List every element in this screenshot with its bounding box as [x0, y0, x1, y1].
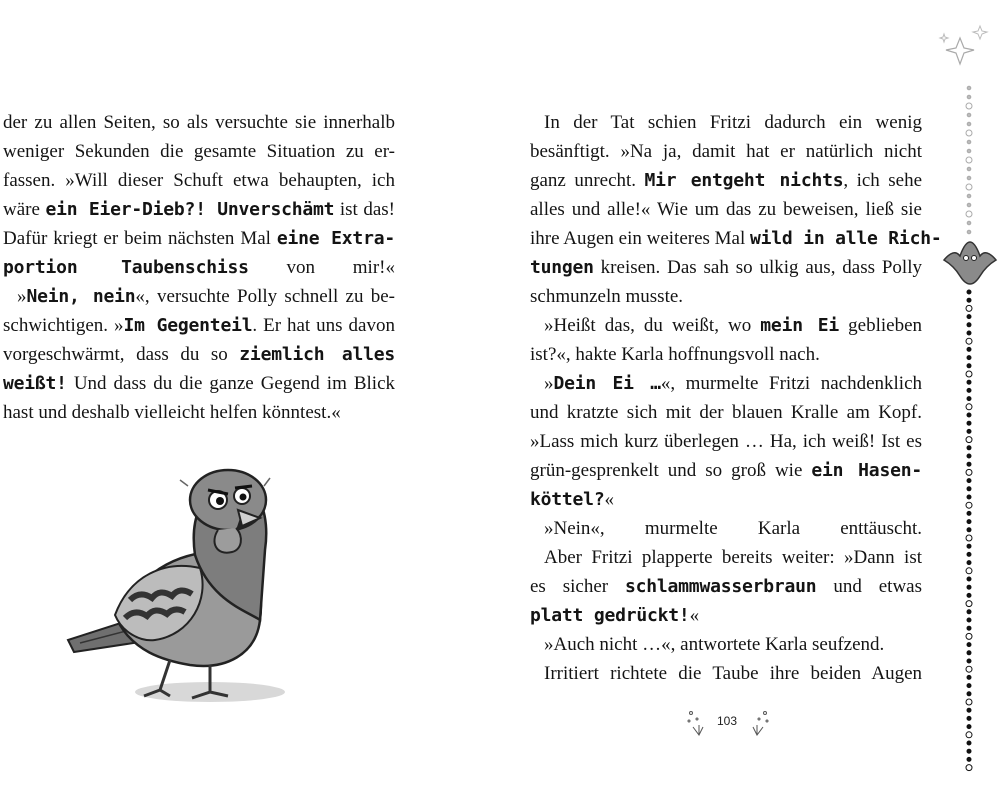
bead	[967, 618, 971, 622]
text-line	[530, 137, 922, 166]
bead	[966, 371, 972, 377]
bead	[967, 725, 971, 729]
text-run: und kratzte sich mit der blauen Kralle am Kopf.	[530, 402, 922, 423]
text-line	[3, 369, 395, 398]
bead	[967, 149, 971, 153]
text-run: geblieben	[839, 315, 922, 336]
emphasized-text: tungen	[530, 257, 594, 278]
bead	[967, 462, 971, 466]
text-run: »	[17, 286, 27, 307]
bat-eye	[972, 256, 977, 261]
text-line	[3, 166, 395, 195]
text-line	[530, 514, 922, 543]
bead	[967, 446, 971, 450]
text-run: und etwas	[816, 576, 922, 597]
bead	[967, 593, 971, 597]
bead	[967, 692, 971, 696]
text-run: wäre	[3, 199, 46, 220]
bead	[966, 103, 972, 109]
bead	[967, 585, 971, 589]
text-line	[530, 195, 922, 224]
bead	[966, 601, 972, 607]
text-line	[3, 137, 395, 166]
text-line	[530, 253, 922, 282]
bead	[967, 290, 971, 294]
bead	[966, 535, 972, 541]
text-line	[530, 601, 922, 630]
emphasized-text: eine Extra-	[276, 228, 395, 249]
bead	[967, 356, 971, 360]
text-line	[530, 108, 922, 137]
bead	[967, 176, 971, 180]
bead	[967, 479, 971, 483]
bead	[967, 552, 971, 556]
bead	[967, 528, 971, 532]
bead	[967, 741, 971, 745]
bead	[966, 469, 972, 475]
text-run: vorgeschwärmt, dass du so	[3, 344, 240, 365]
bead	[967, 716, 971, 720]
text-run: alles und alle!« Wie um das zu beweisen, ließ sie	[530, 199, 922, 220]
text-run: hast und deshalb vielleicht helfen könntest.«	[3, 402, 341, 423]
emphasized-text: Im Gegenteil	[123, 315, 253, 336]
emphasized-text: ein Eier-Dieb?! Unverschämt	[45, 199, 335, 220]
left-text-column	[3, 108, 395, 427]
bead	[967, 298, 971, 302]
bead	[967, 95, 971, 99]
bead	[966, 130, 972, 136]
text-run: es sicher	[530, 576, 625, 597]
bead	[967, 413, 971, 417]
text-run: fassen. »Will dieser Schuft etwa behaupten, ich	[3, 170, 395, 191]
emphasized-text: wild in alle Rich-	[750, 228, 942, 249]
bead	[966, 765, 972, 771]
star-icon	[973, 26, 987, 39]
bead	[966, 404, 972, 410]
emphasized-text: portion Taubenschiss	[3, 257, 249, 278]
bead	[967, 86, 971, 90]
bead	[967, 388, 971, 392]
text-run: grün-gesprenkelt und so groß wie	[530, 460, 812, 481]
text-run: »	[544, 373, 554, 394]
bead	[967, 511, 971, 515]
bead	[966, 568, 972, 574]
text-run: besänftigt. »Na ja, damit hat er natürlich nicht	[530, 141, 922, 162]
bead	[967, 675, 971, 679]
emphasized-text: schlammwasserbraun	[624, 576, 817, 597]
bead	[966, 732, 972, 738]
text-run: «, versuchte Polly schnell zu be-	[135, 286, 395, 307]
bead	[967, 495, 971, 499]
text-line	[3, 224, 395, 253]
bead	[966, 502, 972, 508]
text-line	[3, 311, 395, 340]
bead	[967, 561, 971, 565]
text-run: «	[604, 489, 614, 510]
bead	[967, 122, 971, 126]
text-run: ganz unrecht.	[530, 170, 645, 191]
text-run: »Heißt das, du weißt, wo	[544, 315, 761, 336]
text-line	[530, 456, 922, 485]
text-line	[530, 398, 922, 427]
star-icon	[940, 34, 948, 42]
text-run: ihre Augen ein weiteres Mal	[530, 228, 751, 249]
text-run: schmunzeln musste.	[530, 286, 684, 307]
text-run: »Nein«, murmelte Karla enttäuscht.	[544, 518, 922, 539]
text-line	[530, 659, 922, 688]
page-number: 103	[716, 714, 738, 728]
text-line	[530, 485, 922, 514]
bead	[966, 437, 972, 443]
text-run: «, murmelte Fritzi nachdenklich	[660, 373, 923, 394]
bead	[967, 659, 971, 663]
bead	[967, 421, 971, 425]
text-run: kreisen. Das sah so ulkig aus, dass Polly	[593, 257, 922, 278]
bead	[967, 626, 971, 630]
bead	[967, 221, 971, 225]
text-line	[3, 398, 395, 427]
bead	[967, 577, 971, 581]
emphasized-text: köttel?	[530, 489, 605, 510]
text-line	[530, 630, 922, 659]
bead	[967, 194, 971, 198]
pigeon-illustration	[60, 460, 340, 710]
text-run: Aber Fritzi plapperte bereits weiter: »Dann ist	[544, 547, 922, 568]
bead	[967, 331, 971, 335]
text-line	[3, 195, 395, 224]
text-run: »Auch nicht …«, antwortete Karla seufzend.	[544, 634, 885, 655]
bead	[967, 708, 971, 712]
bead	[966, 666, 972, 672]
bead	[967, 140, 971, 144]
star-icon	[946, 38, 974, 64]
bead	[967, 520, 971, 524]
bead	[966, 699, 972, 705]
bead	[966, 633, 972, 639]
text-line	[3, 108, 395, 137]
bead	[967, 203, 971, 207]
text-run: , ich sehe	[843, 170, 922, 191]
bead	[967, 749, 971, 753]
text-line	[3, 282, 395, 311]
bead	[967, 167, 971, 171]
bead	[966, 157, 972, 163]
text-run: der zu allen Seiten, so als versuchte sie innerhalb	[3, 112, 395, 133]
text-run: weniger Sekunden die gesamte Situation zu er-	[3, 141, 395, 162]
emphasized-text: platt gedrückt!	[530, 605, 690, 626]
bead	[967, 684, 971, 688]
text-line	[530, 572, 922, 601]
bead	[967, 544, 971, 548]
text-run: Irritiert richtete die Taube ihre beiden Augen	[544, 663, 922, 684]
right-text-column	[530, 108, 942, 688]
text-run: . Er hat uns davon	[252, 315, 395, 336]
bead	[967, 315, 971, 319]
bead	[967, 347, 971, 351]
bead	[966, 184, 972, 190]
text-run: schwichtigen. »	[3, 315, 124, 336]
text-line	[530, 543, 922, 572]
bead	[966, 305, 972, 311]
bead	[967, 113, 971, 117]
text-run: ist?«, hakte Karla hoffnungsvoll nach.	[530, 344, 820, 365]
emphasized-text: mein Ei	[760, 315, 840, 336]
bat-icon	[944, 242, 996, 284]
text-run: In der Tat schien Fritzi dadurch ein wenig	[544, 112, 922, 133]
text-line	[530, 427, 922, 456]
bead	[967, 230, 971, 234]
text-line	[530, 224, 942, 253]
text-run: Und dass du die ganze Gegend im Blick	[66, 373, 395, 394]
bead	[967, 610, 971, 614]
emphasized-text: Nein, nein	[26, 286, 136, 307]
emphasized-text: ziemlich alles	[239, 344, 395, 365]
text-run: von mir!«	[248, 257, 395, 278]
text-line	[530, 166, 922, 195]
text-line	[3, 340, 395, 369]
bead	[967, 429, 971, 433]
bead	[967, 487, 971, 491]
text-run: »Lass mich kurz überlegen … Ha, ich weiß! Ist es	[530, 431, 922, 452]
text-run: Dafür kriegt er beim nächsten Mal	[3, 228, 277, 249]
text-run: ist das!	[334, 199, 395, 220]
text-line	[3, 253, 395, 282]
bat-eye	[964, 256, 969, 261]
bat-bead-string-icon	[930, 20, 1000, 780]
text-line	[530, 282, 922, 311]
bead	[967, 651, 971, 655]
text-run: «	[689, 605, 700, 626]
text-line	[530, 311, 922, 340]
emphasized-text: ein Hasen-	[811, 460, 922, 481]
bead	[967, 757, 971, 761]
bead	[967, 454, 971, 458]
text-line	[530, 340, 922, 369]
bead	[967, 323, 971, 327]
bead	[966, 338, 972, 344]
text-line	[530, 369, 922, 398]
bead	[967, 380, 971, 384]
emphasized-text: weißt!	[3, 373, 67, 394]
emphasized-text: Mir entgeht nichts	[644, 170, 844, 191]
bead	[967, 397, 971, 401]
bead	[967, 364, 971, 368]
emphasized-text: Dein Ei …	[553, 373, 661, 394]
bead	[967, 643, 971, 647]
bead	[966, 211, 972, 217]
